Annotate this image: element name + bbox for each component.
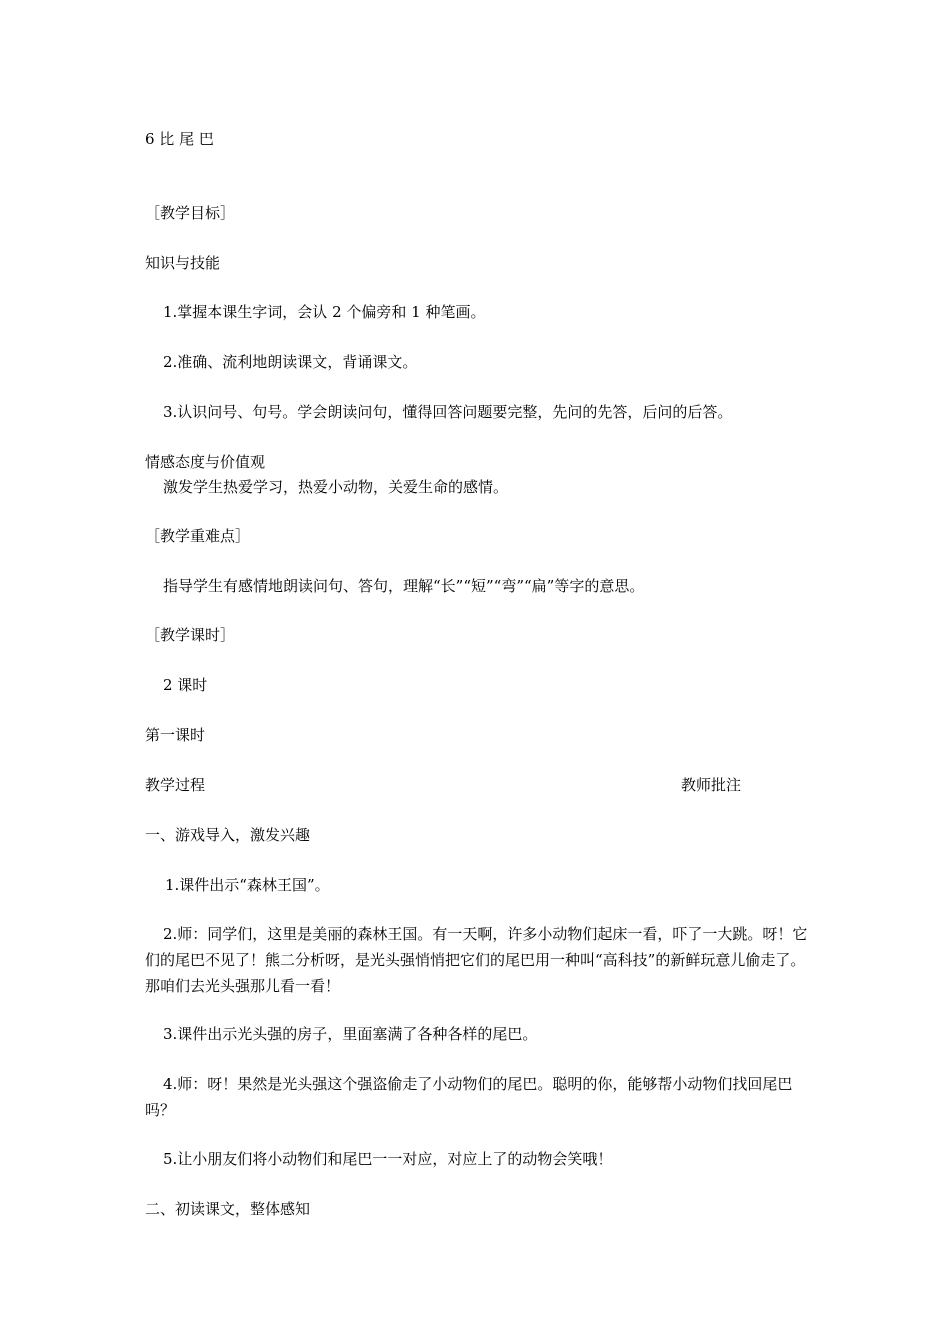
process-label: 教学过程	[145, 776, 206, 794]
key-points-text: 指导学生有感情地朗读问句、答句，理解“长”“短”“弯”“扁”等字的意思。	[163, 577, 645, 595]
emotion-text: 激发学生热爱学习，热爱小动物，关爱生命的感情。	[163, 478, 509, 496]
section1-item: 1.课件出示“森林王国”。	[165, 876, 330, 894]
objectives-heading: ［教学目标］	[145, 204, 236, 222]
objective-item: 2.准确、流利地朗读课文，背诵课文。	[163, 353, 418, 371]
objective-item: 1.掌握本课生字词，会认 2 个偏旁和 1 种笔画。	[163, 303, 486, 321]
section1-heading: 一、游戏导入，激发兴趣	[145, 826, 311, 844]
emotion-heading: 情感态度与价值观	[145, 453, 266, 471]
objective-item: 3.认识问号、句号。学会朗读问句，懂得回答问题要完整，先问的先答，后问的后答。	[163, 403, 733, 421]
section2-heading: 二、初读课文，整体感知	[145, 1200, 311, 1218]
section1-item: 3.课件出示光头强的房子，里面塞满了各种各样的尾巴。	[163, 1025, 538, 1043]
first-period-heading: 第一课时	[145, 726, 206, 744]
lesson-title: 6 比 尾 巴	[145, 130, 214, 148]
periods-text: 2 课时	[163, 676, 208, 694]
teacher-note-label: 教师批注	[681, 776, 742, 794]
knowledge-heading: 知识与技能	[145, 254, 221, 272]
section1-item: 5.让小朋友们将小动物们和尾巴一一对应，对应上了的动物会笑哦！	[163, 1150, 613, 1168]
key-points-heading: ［教学重难点］	[145, 527, 251, 545]
section1-item: 2.师：同学们，这里是美丽的森林王国。有一天啊，许多小动物们起床一看，吓了一大跳。呀！它们的尾巴不见了！熊二分析呀，是光头强悄悄把它们的尾巴用一种叫“高科技”的新鲜玩意儿偷走了。那咱们去光头强那儿看一看！	[145, 925, 808, 995]
section1-item: 4.师：呀！果然是光头强这个强盗偷走了小动物们的尾巴。聪明的你，能够帮小动物们找回尾巴吗？	[145, 1075, 793, 1119]
periods-heading: ［教学课时］	[145, 626, 236, 644]
